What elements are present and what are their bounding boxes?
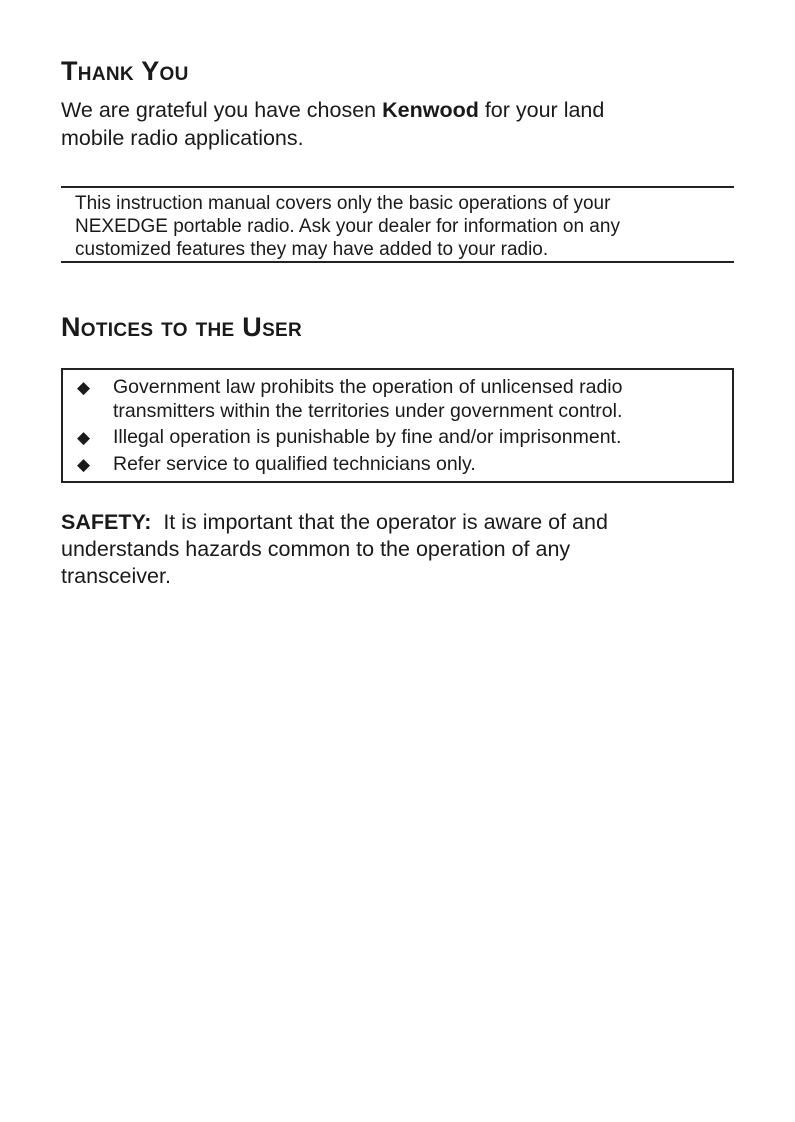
safety-label: SAFETY:	[61, 510, 152, 534]
safety-text: It is important that the operator is aware of and	[151, 510, 608, 534]
notice-item	[63, 453, 732, 477]
safety-line	[61, 509, 741, 536]
notice-text: Illegal operation is punishable by fine and/or imprisonment.	[113, 426, 622, 448]
intro-paragraph	[61, 96, 741, 152]
notice-text: Government law prohibits the operation of unlicensed radio	[113, 376, 623, 398]
safety-line: transceiver.	[61, 564, 171, 588]
manual-note-line: customized features they may have added to your radio.	[75, 239, 549, 260]
notices-box	[61, 368, 734, 483]
intro-text-before: We are grateful you have chosen	[61, 98, 383, 122]
safety-line: understands hazards common to the operation of any	[61, 537, 571, 561]
diamond-bullet-icon: ◆	[77, 428, 91, 447]
intro-text-after: for your land	[478, 98, 605, 122]
intro-line-2: mobile radio applications.	[61, 126, 304, 150]
diamond-bullet-icon: ◆	[77, 454, 91, 474]
safety-paragraph	[61, 509, 741, 590]
thank-you-heading: Thank You	[61, 56, 189, 86]
notice-text: Refer service to qualified technicians only.	[113, 452, 476, 475]
manual-note-line: This instruction manual covers only the basic operations of your	[75, 193, 611, 214]
diamond-bullet-icon: ◆	[77, 378, 91, 397]
notice-text: transmitters within the territories under government control.	[113, 399, 623, 422]
brand-name: Kenwood	[382, 98, 479, 122]
notice-item	[63, 426, 732, 450]
notice-item	[63, 376, 732, 423]
manual-scope-note	[61, 186, 734, 263]
manual-note-line: NEXEDGE portable radio. Ask your dealer for information on any	[75, 216, 620, 237]
notices-heading: Notices to the User	[61, 312, 303, 342]
